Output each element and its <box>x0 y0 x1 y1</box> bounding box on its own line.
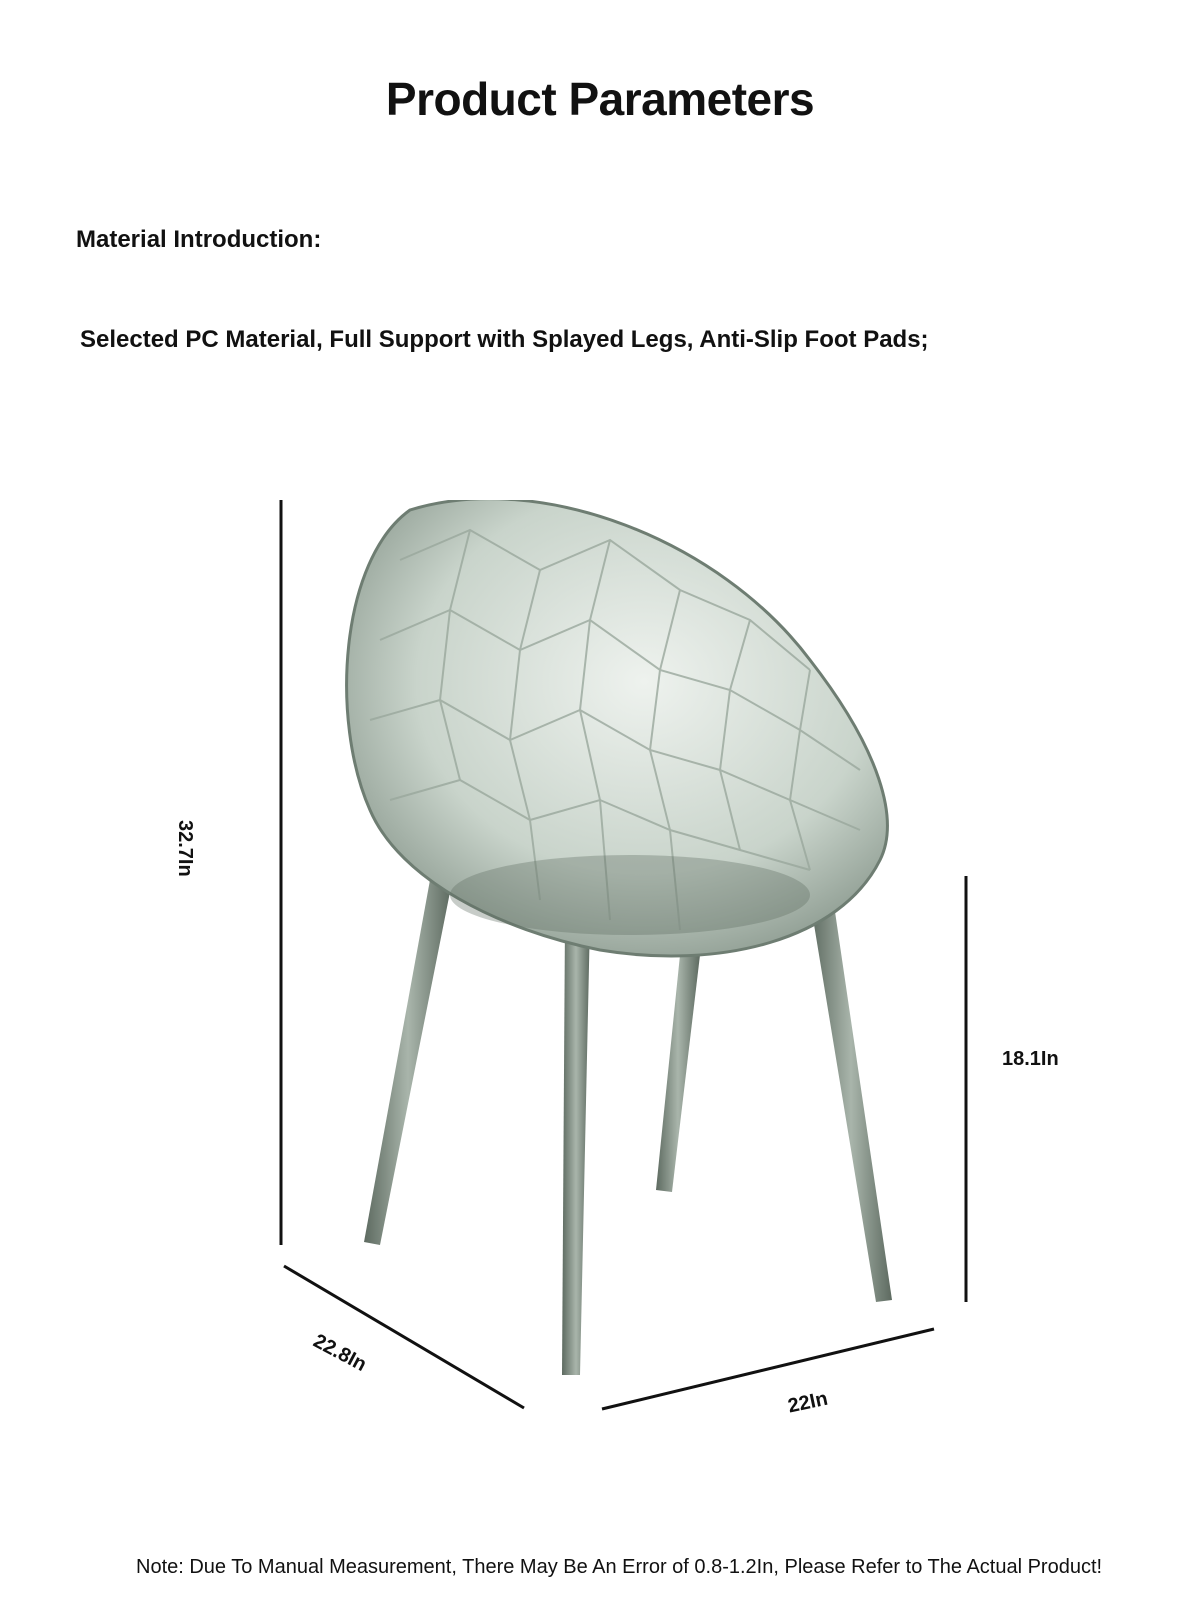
seat-height-label: 18.1In <box>1002 1048 1059 1070</box>
height-label: 32.7In <box>174 820 196 877</box>
material-heading: Material Introduction: <box>76 226 322 253</box>
measurement-note: Note: Due To Manual Measurement, There May Be An Error of 0.8-1.2In, Please Refer to The Actual Product! <box>136 1556 1103 1578</box>
chair-illustration <box>340 500 940 1400</box>
chair-leg-front-right <box>810 898 892 1302</box>
chair-leg-back-right <box>656 955 700 1192</box>
material-description: Selected PC Material, Full Support with Splayed Legs, Anti-Slip Foot Pads; <box>80 326 929 353</box>
chair-leg-back-left <box>364 880 452 1245</box>
chair-seat-shadow <box>450 855 810 935</box>
width-label: 22In <box>786 1387 830 1418</box>
page-title: Product Parameters <box>385 73 815 125</box>
chair-leg-front-left <box>562 920 590 1375</box>
depth-label: 22.8In <box>309 1330 371 1377</box>
